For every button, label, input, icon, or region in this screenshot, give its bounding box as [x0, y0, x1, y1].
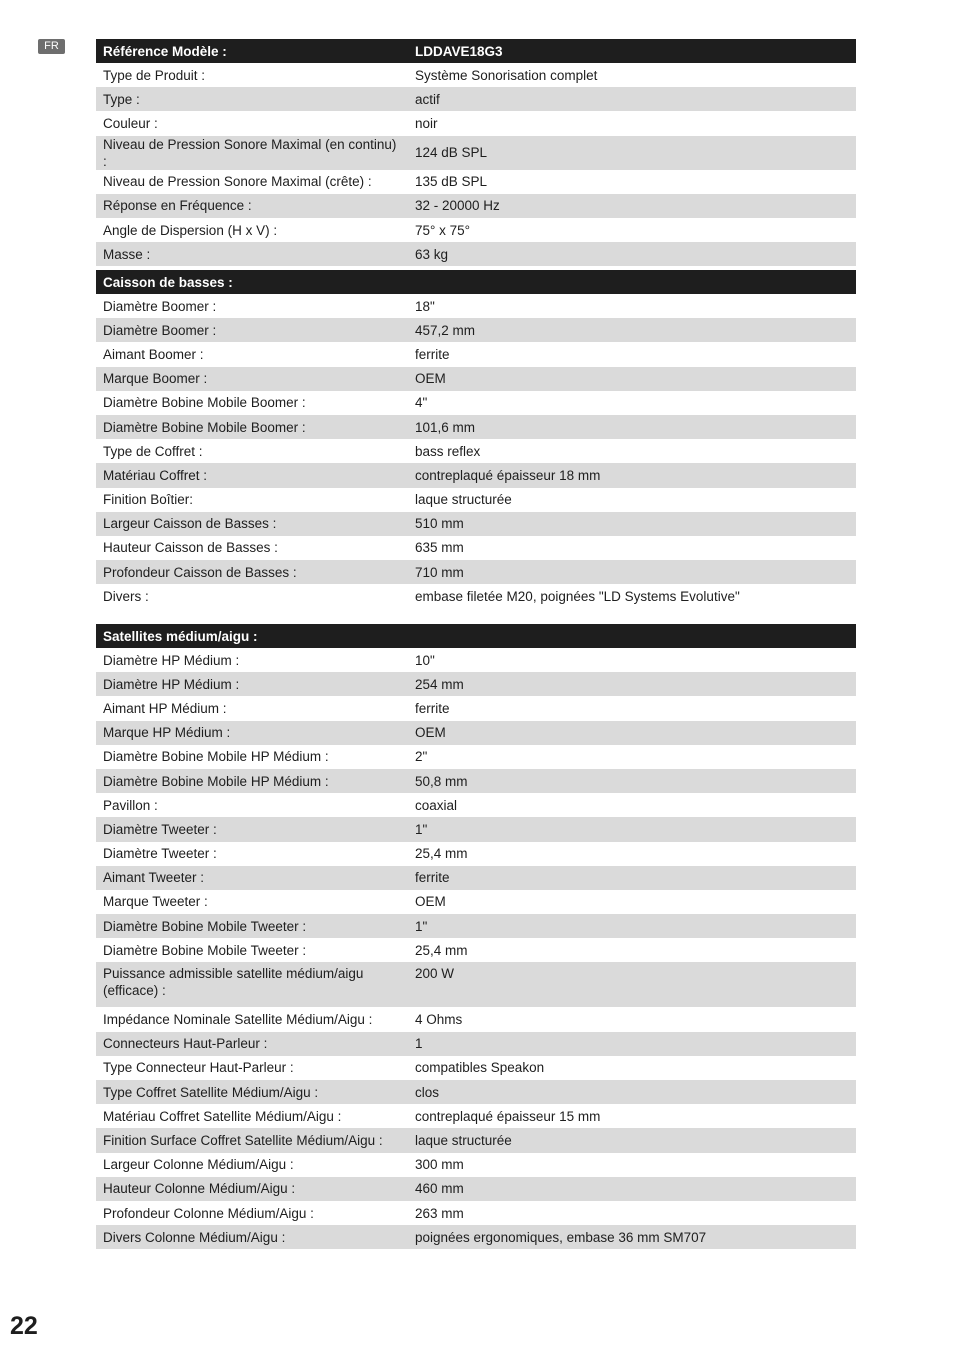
header-value: LDDAVE18G3 [408, 39, 856, 63]
row-label: Largeur Caisson de Basses : [96, 512, 408, 536]
row-value: 2" [415, 749, 428, 765]
language-badge: FR [38, 39, 65, 54]
row-value: 63 kg [408, 242, 856, 266]
row-label: Profondeur Colonne Médium/Aigu : [103, 1205, 314, 1221]
table-row [96, 415, 856, 439]
row-value: 4 Ohms [415, 1012, 463, 1028]
row-label: Connecteurs Haut-Parleur : [96, 1032, 408, 1056]
table-row [96, 242, 856, 266]
table-row [96, 463, 856, 487]
row-label: Marque Boomer : [96, 367, 408, 391]
row-value: 124 dB SPL [408, 136, 856, 170]
row-value: 200 W [408, 962, 856, 1007]
table-row [96, 938, 856, 962]
table-row [96, 1056, 856, 1080]
header-value [408, 624, 856, 648]
table-row [96, 1177, 856, 1201]
table-row [96, 1201, 856, 1225]
row-value: 510 mm [408, 512, 856, 536]
table-row [96, 769, 856, 793]
row-label: Niveau de Pression Sonore Maximal (crête) : [103, 174, 372, 190]
row-value: actif [408, 87, 856, 111]
row-label: Diamètre Boomer : [96, 318, 408, 342]
row-value: ferrite [415, 346, 450, 362]
table-row [96, 218, 856, 242]
row-value: bass reflex [415, 443, 481, 459]
table-row [96, 87, 856, 111]
table-row [96, 914, 856, 938]
table-row [96, 1032, 856, 1056]
row-value: 10" [415, 652, 435, 668]
header-value [408, 270, 856, 294]
row-label: Type Coffret Satellite Médium/Aigu : [96, 1080, 408, 1104]
row-label: Hauteur Colonne Médium/Aigu : [96, 1177, 408, 1201]
table-row [96, 367, 856, 391]
table-row [96, 488, 856, 512]
row-value: 457,2 mm [408, 318, 856, 342]
row-value: ferrite [408, 866, 856, 890]
row-label: Diamètre Bobine Mobile Boomer : [103, 395, 306, 411]
row-label: Type Connecteur Haut-Parleur : [103, 1060, 294, 1076]
row-label: Diamètre Boomer : [103, 298, 217, 314]
row-label: Type : [96, 87, 408, 111]
row-value: 1 [408, 1032, 856, 1056]
row-value: 135 dB SPL [415, 174, 488, 190]
table-row [96, 1153, 856, 1177]
row-value: Système Sonorisation complet [415, 67, 598, 83]
row-label: Hauteur Caisson de Basses : [103, 540, 278, 556]
row-label: Diamètre HP Médium : [103, 652, 240, 668]
row-value: 75° x 75° [415, 222, 471, 238]
row-value: OEM [415, 894, 446, 910]
row-label: Profondeur Caisson de Basses : [96, 560, 408, 584]
row-value: 18" [415, 298, 435, 314]
table-row [96, 170, 856, 194]
table-row [96, 672, 856, 696]
row-value: laque structurée [415, 492, 512, 508]
table-row [96, 439, 856, 463]
table-row [96, 696, 856, 720]
table-row [96, 1007, 856, 1031]
table-row [96, 560, 856, 584]
row-label: Divers Colonne Médium/Aigu : [96, 1225, 408, 1249]
table-row [96, 1080, 856, 1104]
row-value: 1" [408, 914, 856, 938]
row-label: Niveau de Pression Sonore Maximal (en continu) : [96, 136, 408, 170]
row-label: Diamètre Bobine Mobile HP Médium : [96, 769, 408, 793]
row-value: coaxial [415, 797, 458, 813]
page-number: 22 [10, 1312, 38, 1340]
header-label: Satellites médium/aigu : [96, 624, 408, 648]
row-label: Matériau Coffret : [96, 463, 408, 487]
table-header-row [96, 270, 856, 294]
row-value: 25,4 mm [415, 942, 468, 958]
table-row [96, 391, 856, 415]
row-value: 263 mm [415, 1205, 464, 1221]
row-value: OEM [408, 367, 856, 391]
row-label: Type de Produit : [103, 67, 206, 83]
row-label: Diamètre Bobine Mobile Boomer : [96, 415, 408, 439]
table-row [96, 584, 856, 608]
row-label: Diamètre Tweeter : [96, 817, 408, 841]
table-row [96, 721, 856, 745]
row-value: 25,4 mm [415, 846, 468, 862]
row-value: 710 mm [408, 560, 856, 584]
row-value: compatibles Speakon [415, 1060, 545, 1076]
table-row [96, 842, 856, 866]
row-label: Impédance Nominale Satellite Médium/Aigu : [103, 1012, 373, 1028]
row-label: Marque HP Médium : [96, 721, 408, 745]
row-value: 300 mm [415, 1157, 464, 1173]
row-label: Pavillon : [103, 797, 158, 813]
row-value: 4" [415, 395, 428, 411]
row-label: Diamètre Bobine Mobile Tweeter : [96, 914, 408, 938]
table-row [96, 294, 856, 318]
table-row [96, 111, 856, 135]
spec-table-satellites [96, 624, 856, 1249]
row-label: Largeur Colonne Médium/Aigu : [103, 1157, 294, 1173]
row-label: Marque Tweeter : [103, 894, 208, 910]
row-label: Finition Boîtier: [103, 492, 194, 508]
table-row [96, 962, 856, 1007]
row-label: Masse : [96, 242, 408, 266]
row-value: contreplaqué épaisseur 18 mm [408, 463, 856, 487]
row-label: Diamètre HP Médium : [96, 672, 408, 696]
table-row [96, 342, 856, 366]
table-row [96, 136, 856, 170]
table-row [96, 793, 856, 817]
row-label: Angle de Dispersion (H x V) : [103, 222, 278, 238]
row-value: OEM [408, 721, 856, 745]
table-row [96, 1104, 856, 1128]
table-row [96, 63, 856, 87]
row-label: Puissance admissible satellite médium/aigu (efficace) : [96, 962, 408, 1007]
spec-table-subwoofer [96, 270, 856, 608]
row-value: 1" [408, 817, 856, 841]
table-row [96, 318, 856, 342]
row-value: 32 - 20000 Hz [408, 194, 856, 218]
table-row [96, 648, 856, 672]
row-label: Réponse en Fréquence : [96, 194, 408, 218]
row-value: 101,6 mm [408, 415, 856, 439]
header-label: Caisson de basses : [96, 270, 408, 294]
row-value: poignées ergonomiques, embase 36 mm SM707 [408, 1225, 856, 1249]
table-row [96, 194, 856, 218]
row-label: Diamètre Bobine Mobile HP Médium : [103, 749, 329, 765]
row-value: contreplaqué épaisseur 15 mm [415, 1108, 601, 1124]
row-value: 254 mm [408, 672, 856, 696]
row-label: Couleur : [103, 115, 158, 131]
row-label: Diamètre Tweeter : [103, 846, 217, 862]
table-row [96, 512, 856, 536]
row-label: Aimant Tweeter : [96, 866, 408, 890]
table-row [96, 1128, 856, 1152]
row-value: clos [408, 1080, 856, 1104]
table-row [96, 1225, 856, 1249]
row-value: ferrite [415, 700, 450, 716]
table-row [96, 890, 856, 914]
header-label: Référence Modèle : [96, 39, 408, 63]
row-label: Type de Coffret : [103, 443, 203, 459]
row-value: noir [415, 115, 438, 131]
row-label: Matériau Coffret Satellite Médium/Aigu : [103, 1108, 342, 1124]
table-row [96, 536, 856, 560]
table-header-row [96, 39, 856, 63]
row-value: 50,8 mm [408, 769, 856, 793]
table-header-row [96, 624, 856, 648]
table-row [96, 817, 856, 841]
row-label: Aimant HP Médium : [103, 700, 227, 716]
row-value: 460 mm [408, 1177, 856, 1201]
row-label: Finition Surface Coffret Satellite Médium/Aigu : [96, 1128, 408, 1152]
table-row [96, 866, 856, 890]
row-value: laque structurée [408, 1128, 856, 1152]
row-value: embase filetée M20, poignées "LD Systems Evolutive" [415, 588, 740, 604]
spec-table-general [96, 39, 856, 266]
row-label: Diamètre Bobine Mobile Tweeter : [103, 942, 307, 958]
row-label: Aimant Boomer : [103, 346, 204, 362]
table-row [96, 745, 856, 769]
row-label: Divers : [103, 588, 149, 604]
row-value: 635 mm [415, 540, 464, 556]
